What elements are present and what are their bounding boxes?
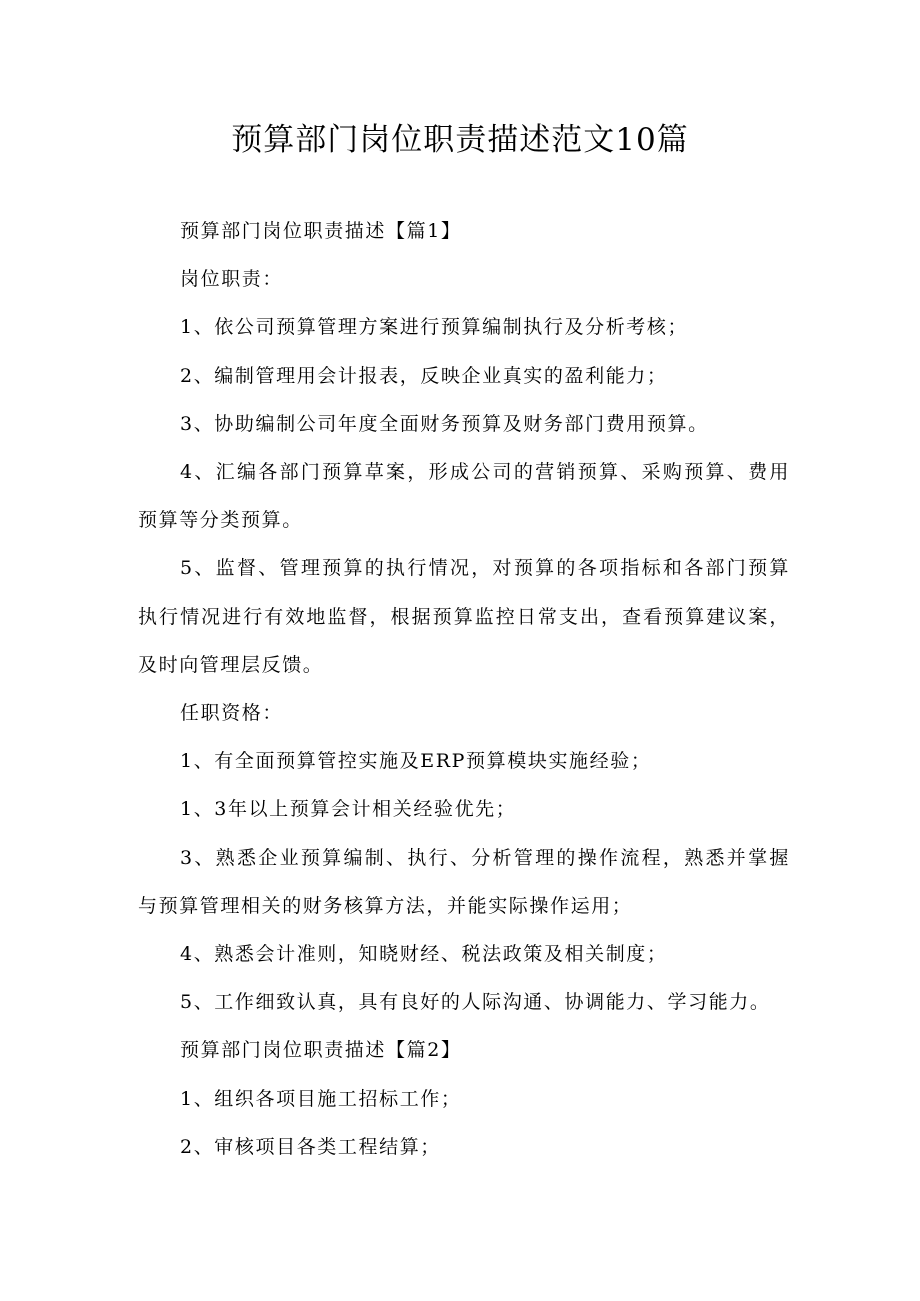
duty-item-5: 5、监督、管理预算的执行情况，对预算的各项指标和各部门预算执行情况进行有效地监督，根据预算监控日常支出，查看预算建议案，及时向管理层反馈。 xyxy=(138,557,790,676)
duty-item-3: 3、协助编制公司年度全面财务预算及财务部门费用预算。 xyxy=(180,412,709,435)
qualification-item-1: 1、有全面预算管控实施及ERP预算模块实施经验； xyxy=(180,750,652,773)
duty-item-2: 2、编制管理用会计报表，反映企业真实的盈利能力； xyxy=(180,364,668,387)
qualification-item-5: 5、工作细致认真，具有良好的人际沟通、协调能力、学习能力。 xyxy=(180,991,771,1014)
section2-item-2: 2、审核项目各类工程结算； xyxy=(180,1135,441,1158)
section2-item-1: 1、组织各项目施工招标工作； xyxy=(180,1087,462,1110)
qualification-item-3: 3、熟悉企业预算编制、执行、分析管理的操作流程，熟悉并掌握与预算管理相关的财务核算方法，并能实际操作运用； xyxy=(138,846,790,917)
subheading-duties: 岗位职责： xyxy=(180,268,284,291)
duty-item-4: 4、汇编各部门预算草案，形成公司的营销预算、采购预算、费用预算等分类预算。 xyxy=(138,461,790,532)
duty-item-1: 1、依公司预算管理方案进行预算编制执行及分析考核； xyxy=(180,316,689,339)
section-heading-1: 预算部门岗位职责描述【篇1】 xyxy=(180,220,462,242)
qualification-item-2: 1、3年以上预算会计相关经验优先； xyxy=(180,798,517,821)
subheading-qualifications: 任职资格： xyxy=(180,702,284,725)
document-title: 预算部门岗位职责描述范文10篇 xyxy=(231,122,689,158)
document-body xyxy=(138,207,790,1171)
section-heading-2: 预算部门岗位职责描述【篇2】 xyxy=(180,1039,462,1062)
qualification-item-4: 4、熟悉会计准则，知晓财经、税法政策及相关制度； xyxy=(180,943,668,966)
